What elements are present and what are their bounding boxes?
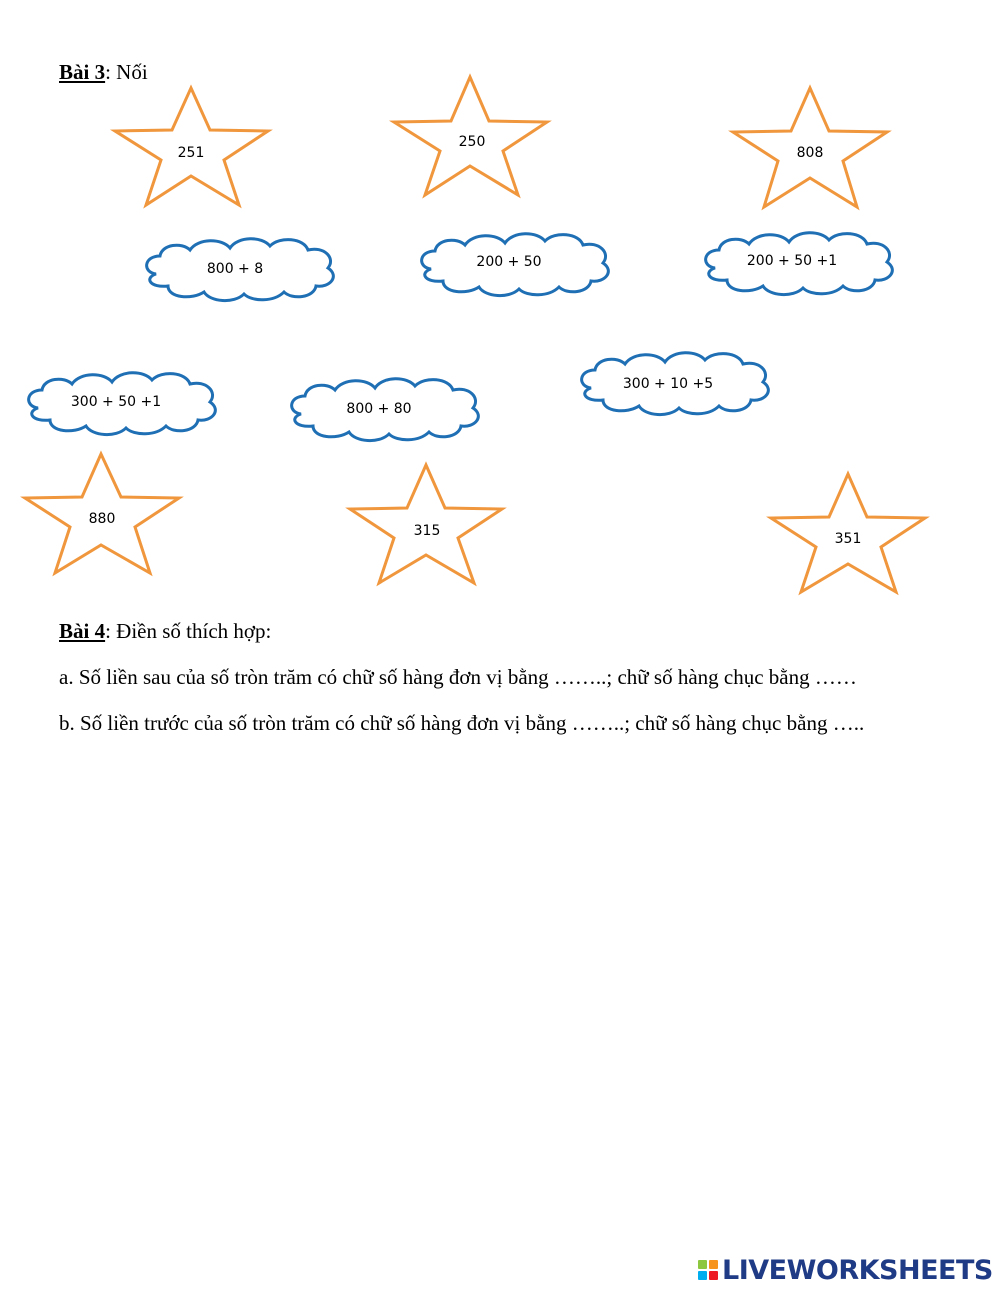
cloud-5[interactable] — [292, 379, 479, 441]
star-1-label: 251 — [177, 145, 205, 161]
exercise-4-instruction: : Điền số thích hợp: — [105, 619, 272, 643]
star-2[interactable] — [394, 77, 547, 195]
cloud-3-label: 200 + 50 +1 — [746, 253, 838, 269]
matching-shapes — [0, 0, 1000, 620]
cloud-1[interactable] — [147, 239, 334, 301]
star-5-label: 315 — [413, 523, 441, 539]
star-2-label: 250 — [458, 134, 486, 150]
exercise-3-instruction: : Nối — [105, 60, 148, 84]
cloud-5-label: 800 + 80 — [346, 401, 412, 417]
logo-block — [698, 1260, 707, 1269]
exercise-3-label: Bài 3 — [59, 60, 106, 84]
exercise-4-title — [59, 619, 271, 644]
star-6[interactable] — [771, 474, 925, 592]
star-5[interactable] — [350, 465, 502, 583]
exercise-4-label: Bài 4 — [59, 619, 106, 643]
logo-text: LIVEWORKSHEETS — [722, 1254, 993, 1286]
star-4-label: 880 — [88, 511, 116, 527]
cloud-6[interactable] — [582, 353, 769, 415]
logo-icon — [698, 1260, 718, 1280]
star-6-label: 351 — [834, 531, 862, 547]
liveworksheets-logo — [698, 1253, 993, 1287]
cloud-6-label: 300 + 10 +5 — [622, 376, 714, 392]
cloud-2-label: 200 + 50 — [476, 254, 542, 270]
cloud-2[interactable] — [422, 234, 609, 296]
logo-block — [698, 1271, 707, 1280]
logo-block — [709, 1260, 718, 1269]
star-1[interactable] — [115, 88, 268, 205]
cloud-3[interactable] — [706, 233, 893, 295]
star-3-label: 808 — [796, 145, 824, 161]
cloud-4-label: 300 + 50 +1 — [70, 394, 162, 410]
star-4[interactable] — [25, 454, 179, 573]
exercise-4-line-a: a. Số liền sau của số tròn trăm có chữ số hàng đơn vị bằng ……..; chữ số hàng chục bằng …… — [59, 665, 857, 689]
cloud-4[interactable] — [29, 373, 216, 435]
exercise-4-line-b: b. Số liền trước của số tròn trăm có chữ số hàng đơn vị bằng ……..; chữ số hàng chục bằng ….. — [59, 711, 865, 735]
logo-block — [709, 1271, 718, 1280]
cloud-1-label: 800 + 8 — [206, 261, 264, 277]
star-3[interactable] — [733, 88, 887, 207]
